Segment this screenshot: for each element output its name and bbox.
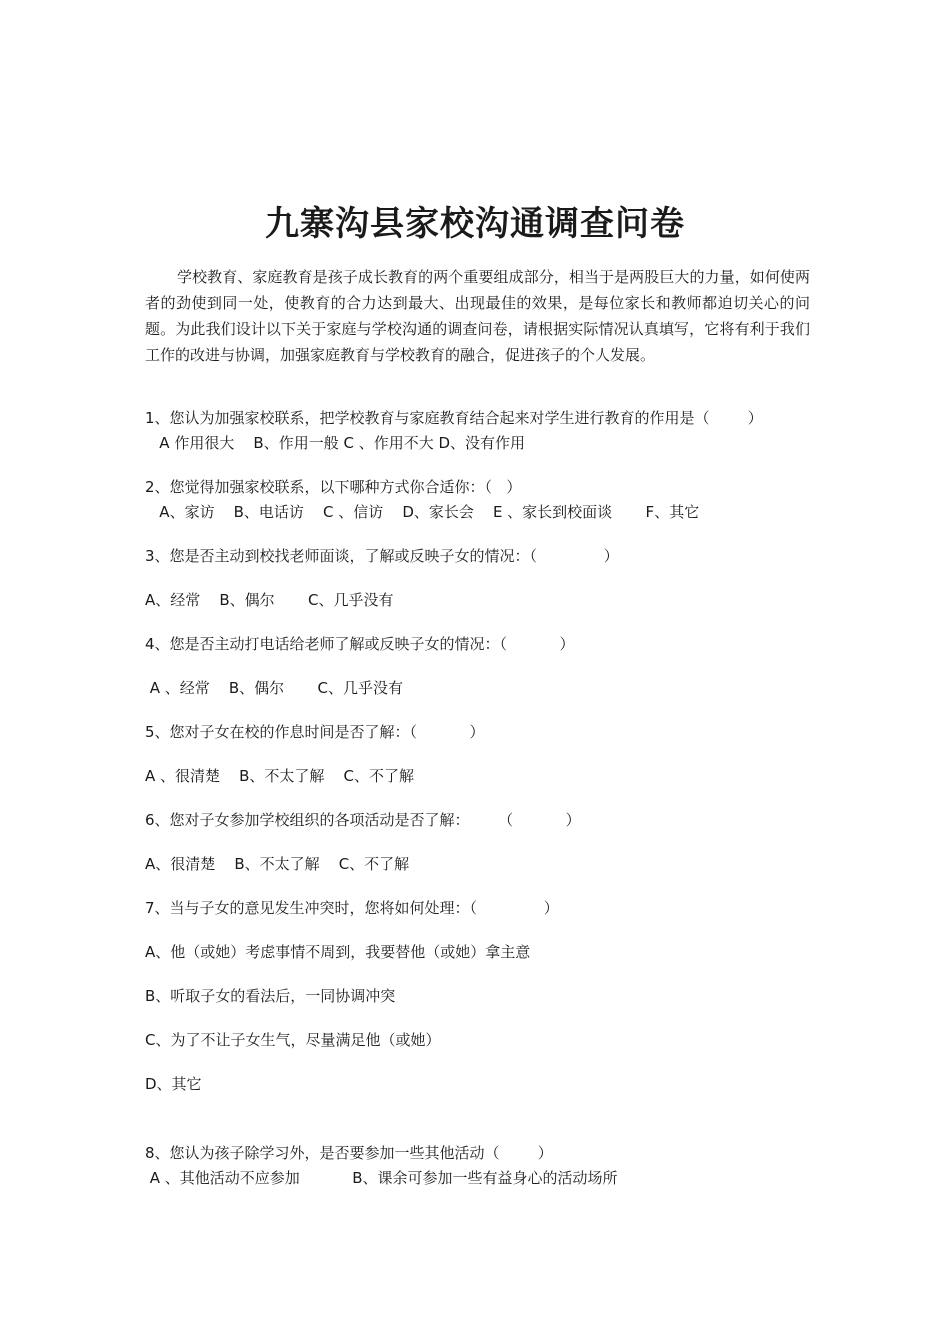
page-title: 九寨沟县家校沟通调查问卷 xyxy=(265,204,685,244)
question-2-options: A、家访 B、电话访 C 、信访 D、家长会 E 、家长到校面谈 F、其它 xyxy=(145,503,700,521)
question-7-option-c: C、为了不让子女生气，尽量满足他（或她） xyxy=(145,1031,441,1049)
question-7: 7、当与子女的意见发生冲突时，您将如何处理：（ ） xyxy=(145,899,559,917)
question-5-options: A 、很清楚 B、不太了解 C、不了解 xyxy=(145,767,414,785)
question-7-option-d: D、其它 xyxy=(145,1075,202,1093)
question-7-option-a: A、他（或她）考虑事情不周到，我要替他（或她）拿主意 xyxy=(145,943,531,961)
question-3-options: A、经常 B、偶尔 C、几乎没有 xyxy=(145,591,394,609)
question-1: 1、您认为加强家校联系，把学校教育与家庭教育结合起来对学生进行教育的作用是（ ） xyxy=(145,409,763,427)
question-5: 5、您对子女在校的作息时间是否了解：（ ） xyxy=(145,723,485,741)
question-8-options: A 、其他活动不应参加 B、课余可参加一些有益身心的活动场所 xyxy=(145,1169,618,1187)
question-8: 8、您认为孩子除学习外，是否要参加一些其他活动（ ） xyxy=(145,1144,553,1162)
question-6-options: A、很清楚 B、不太了解 C、不了解 xyxy=(145,855,410,873)
question-6: 6、您对子女参加学校组织的各项活动是否了解： （ ） xyxy=(145,811,581,829)
question-2: 2、您觉得加强家校联系，以下哪种方式你合适你：（ ） xyxy=(145,478,522,496)
question-4-options: A 、经常 B、偶尔 C、几乎没有 xyxy=(145,679,404,697)
intro-paragraph: 学校教育、家庭教育是孩子成长教育的两个重要组成部分，相当于是两股巨大的力量，如何使两者的劲使到同一处，使教育的合力达到最大、出现最佳的效果，是每位家长和教师都迫切关心的问题。为此我们设计以下关于家庭与学校沟通的调查问卷，请根据实际情况认真填写，它将有利于我们工作的改进与协调，加强家庭教育与学校教育的融合，促进孩子的个人发展。 xyxy=(145,268,810,364)
question-1-options: A 作用很大 B、作用一般 C 、作用不大 D、没有作用 xyxy=(145,434,526,452)
question-7-option-b: B、听取子女的看法后，一同协调冲突 xyxy=(145,987,396,1005)
question-3: 3、您是否主动到校找老师面谈，了解或反映子女的情况：（ ） xyxy=(145,547,619,565)
question-4: 4、您是否主动打电话给老师了解或反映子女的情况：（ ） xyxy=(145,635,575,653)
